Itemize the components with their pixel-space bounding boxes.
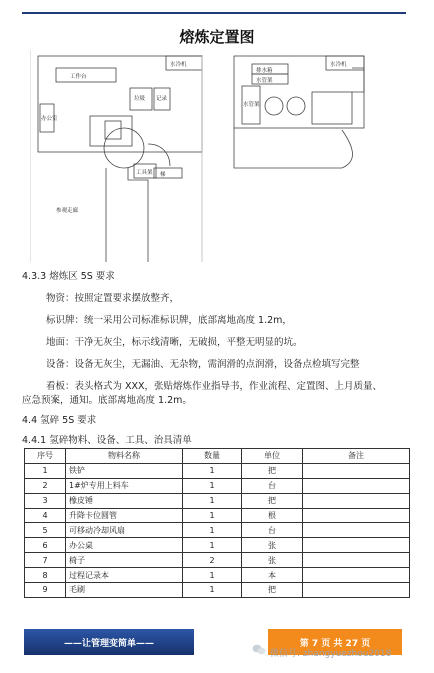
table-row [25,493,410,508]
col-no: 序号 [25,449,66,464]
label-trash: 垃圾 [134,96,146,102]
cell-unit: 台 [242,478,303,493]
cell-unit: 把 [242,583,303,598]
table-row [25,478,410,493]
section-433-line-2: 标识牌：统一采用公司标准标识牌，底部离地高度 1.2m， [46,315,292,326]
cell-no: 1 [25,463,66,478]
section-433-line-1: 物资：按照定置要求摆放整齐， [46,293,180,304]
section-433-line-5: 看板：表头格式为 XXX，张贴熔炼作业指导书，作业流程、定置图、上月质量、 [46,381,383,392]
watermark: 微信号: zhangyuezhou2018 [270,649,392,659]
corridor-right [128,168,148,262]
cell-qty: 1 [183,478,242,493]
table-row [25,463,410,478]
cell-note [303,523,410,538]
label-drain: 排水箱 [256,68,273,74]
right-arc [342,130,353,168]
inventory-table [24,448,410,598]
section-441-heading: 4.4.1 氢碎物料、设备、工具、治具清单 [22,435,192,446]
cell-qty: 1 [183,538,242,553]
footer-page-number: 第 7 页 共 27 页 [268,629,402,655]
cell-note [303,568,410,583]
cell-note [303,478,410,493]
cell-qty: 2 [183,553,242,568]
cell-note [303,508,410,523]
machine-box [90,116,132,146]
cell-unit: 根 [242,508,303,523]
page-title: 熔炼定置图 [179,28,255,46]
table-row [25,538,410,553]
table-row [25,568,410,583]
cell-no: 2 [25,478,66,493]
cell-unit: 张 [242,538,303,553]
label-tool: 工具架 [136,170,153,176]
cell-name: 毛刷 [66,583,183,598]
cell-note [303,583,410,598]
table-row [25,508,410,523]
label-pipe2: 水管架 [243,102,260,108]
cell-no: 3 [25,493,66,508]
section-44-heading: 4.4 氢碎 5S 要求 [22,415,97,426]
arc [148,144,170,166]
layout-diagram [30,50,410,262]
cell-note [303,553,410,568]
col-name: 物料名称 [66,449,183,464]
furnace-circle [104,128,144,168]
cell-no: 9 [25,583,66,598]
label-ladder: 梯 [160,172,166,178]
cell-qty: 1 [183,568,242,583]
label-corridor: 参观走廊 [56,208,79,214]
section-433-continuation: 应急预案，通知。底部离地高度 1.2m。 [22,395,192,406]
cell-no: 4 [25,508,66,523]
col-unit: 单位 [242,449,303,464]
label-workbench: 工作台 [70,74,87,80]
cell-no: 6 [25,538,66,553]
cell-qty: 1 [183,523,242,538]
cell-note [303,538,410,553]
cell-unit: 把 [242,493,303,508]
label-pipe1: 水管架 [256,78,273,84]
cell-qty: 1 [183,463,242,478]
cell-qty: 1 [183,583,242,598]
cell-unit: 把 [242,463,303,478]
section-433-line-4: 设备：设备无灰尘，无漏油、无杂物，需润滑的点润滑，设备点检填写完整 [46,359,360,370]
col-qty: 数量 [183,449,242,464]
cell-unit: 台 [242,523,303,538]
cell-name: 过程记录本 [66,568,183,583]
cell-name: 椅子 [66,553,183,568]
cell-name: 可移动冷却风扇 [66,523,183,538]
cell-name: 办公桌 [66,538,183,553]
label-water-cooler: 水冷机 [170,62,187,68]
cell-name: 1#炉专用上料车 [66,478,183,493]
cell-unit: 本 [242,568,303,583]
section-433-line-3: 地面：干净无灰尘，标示线清晰，无破损，平整无明显的坑。 [46,337,303,348]
table-row [25,553,410,568]
cell-unit: 张 [242,553,303,568]
cell-qty: 1 [183,493,242,508]
table-header-row [25,449,410,464]
label-record: 记录 [156,96,168,102]
left-room-outline [38,56,202,152]
label-office: 办公室 [41,116,58,122]
ladder [154,168,182,178]
cell-no: 8 [25,568,66,583]
wechat-icon [252,644,266,655]
header-rule [22,12,406,14]
table-row [25,583,410,598]
cell-name: 铁铲 [66,463,183,478]
table-row [25,523,410,538]
footer-slogan: ——让管理变简单—— [24,629,194,655]
cell-no: 7 [25,553,66,568]
machine-right [312,92,352,124]
cell-name: 升降卡位圆管 [66,508,183,523]
col-note: 备注 [303,449,410,464]
cell-note [303,493,410,508]
cell-qty: 1 [183,508,242,523]
cell-no: 5 [25,523,66,538]
section-433-heading: 4.3.3 熔炼区 5S 要求 [22,271,115,282]
cell-name: 橡皮锤 [66,493,183,508]
cell-note [303,463,410,478]
label-right-water-cooler: 水冷机 [330,62,347,68]
